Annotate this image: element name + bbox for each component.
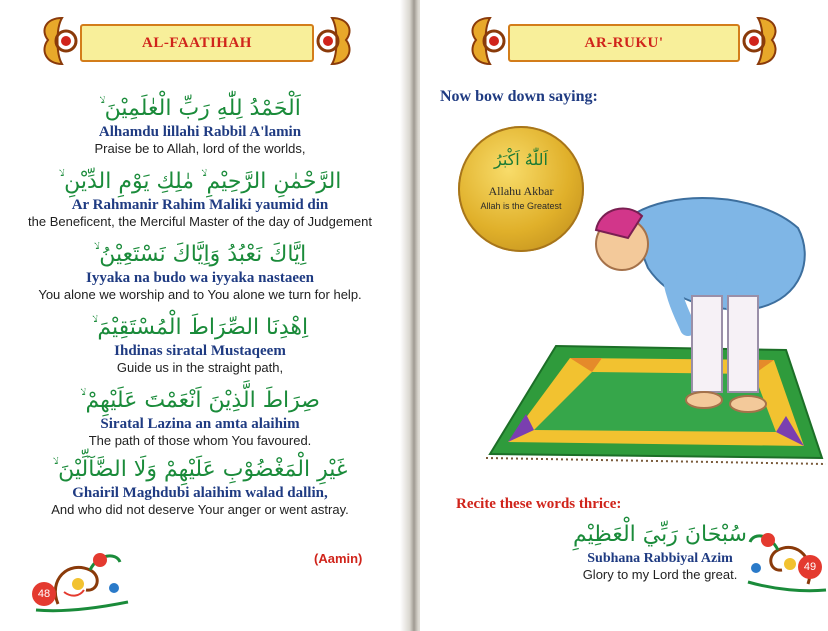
praying-figure-illustration — [588, 178, 818, 418]
verse-block — [0, 386, 400, 449]
arabic-text: صِرَاطَ الَّذِيْنَ اَنْعَمْتَ عَلَيْهِمْ ۙ — [80, 388, 320, 413]
right-header — [464, 14, 784, 68]
page-number: 49 — [798, 555, 822, 579]
translation: And who did not deserve Your anger or went astray. — [51, 502, 349, 517]
right-page — [420, 0, 828, 631]
left-header — [36, 14, 358, 68]
verse-block — [0, 313, 400, 376]
medal-arabic-text: اَللّٰهُ اَكْبَرُ — [494, 150, 548, 169]
transliteration: Subhana Rabbiyal Azim — [587, 551, 733, 566]
transliteration: Siratal Lazina an amta alaihim — [100, 416, 300, 432]
transliteration: Alhamdu lillahi Rabbil A'lamin — [98, 124, 302, 140]
left-page — [0, 0, 408, 631]
transliteration: Iyyaka na budo wa iyyaka nastaeen — [86, 270, 314, 286]
aamin-text: (Aamin) — [314, 551, 363, 566]
arabic-text: اِهْدِنَا الصِّرَاطَ الْمُسْتَقِيْمَ ۙ — [91, 315, 309, 340]
verse-block — [0, 167, 400, 230]
translation: You alone we worship and to You alone we turn for help. — [38, 287, 362, 302]
page-title: AR-RUKU' — [584, 34, 664, 51]
floral-corner-ornament-icon — [28, 540, 140, 622]
transliteration: Ihdinas siratal Mustaqeem — [114, 343, 286, 359]
page-title-banner — [508, 24, 740, 62]
arabic-text: اِيَّاكَ نَعْبُدُ وَاِيَّاكَ نَسْتَعِيْنُ ۙ — [93, 242, 307, 267]
transliteration: Ghairil Maghdubi alaihim walad dallin, — [72, 485, 328, 501]
knot-ornament-icon — [732, 14, 784, 68]
arabic-text: الرَّحْمٰنِ الرَّحِيْمِ ۙ مٰلِكِ يَوْمِ الدِّيْنِ ۙ — [58, 169, 342, 194]
page-number: 48 — [32, 582, 56, 606]
translation: Praise be to Allah, lord of the worlds, — [94, 141, 306, 156]
medal-title: Allahu Akbar — [488, 184, 554, 198]
verse-block — [0, 94, 400, 157]
page-title: AL-FAATIHAH — [142, 34, 252, 51]
translation: Glory to my Lord the great. — [582, 567, 738, 582]
verse-block — [0, 240, 400, 303]
translation: The path of those whom You favoured. — [88, 433, 312, 448]
transliteration: Ar Rahmanir Rahim Maliki yaumid din — [71, 197, 329, 213]
page-title-banner — [80, 24, 314, 62]
arabic-text: غَيْرِ الْمَغْضُوْبِ عَلَيْهِمْ وَلَا الضَّآلِّيْنَ ۙ — [52, 457, 348, 482]
gold-medal-icon — [458, 126, 584, 252]
instruction-text: Now bow down saying: — [440, 88, 598, 105]
translation: Guide us in the straight path, — [116, 360, 284, 375]
verse-block — [0, 455, 400, 518]
recite-instruction: Recite these words thrice: — [456, 496, 622, 512]
translation: the Beneficent, the Merciful Master of the day of Judgement — [28, 214, 372, 229]
knot-ornament-icon — [306, 14, 358, 68]
medal-subtitle: Allah is the Greatest — [480, 201, 562, 211]
arabic-text: اَلْحَمْدُ لِلّٰهِ رَبِّ الْعٰلَمِيْنَ ۙ — [99, 96, 301, 121]
arabic-text: سُبْحَانَ رَبِّيَ الْعَظِيْمِ — [573, 522, 747, 547]
